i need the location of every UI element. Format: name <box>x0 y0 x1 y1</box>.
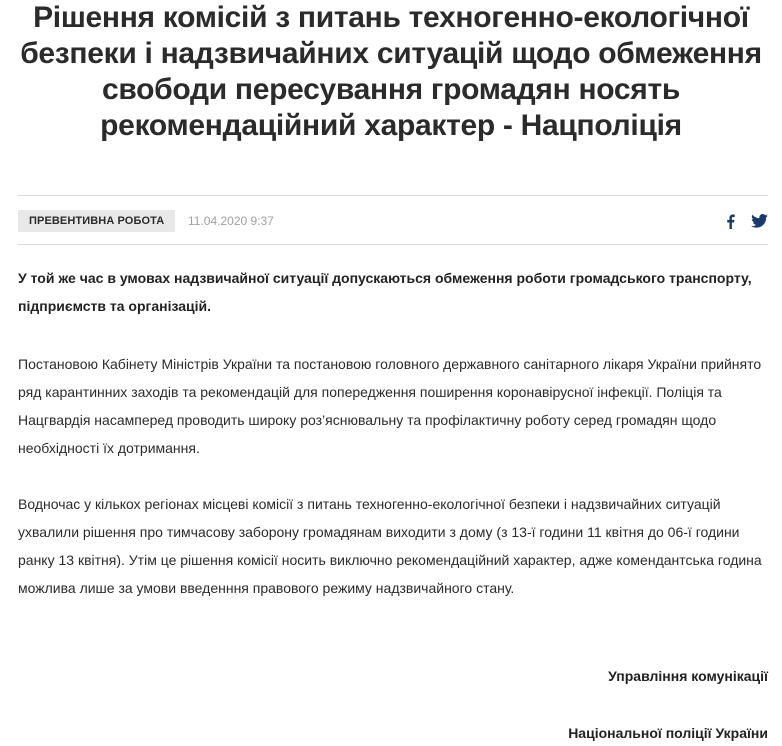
facebook-icon <box>726 214 735 229</box>
share-buttons <box>726 210 768 232</box>
category-tag[interactable]: ПРЕВЕНТИВНА РОБОТА <box>18 210 175 232</box>
signature-department: Управління комунікації <box>608 668 768 684</box>
divider-bottom <box>18 244 768 245</box>
article-title: Рішення комісій з питань техногенно-екологічної безпеки і надзвичайних ситуацій щодо обмеження свободи пересування громадян носять рекомендаційний характер - Нацполіція <box>20 1 762 142</box>
twitter-icon <box>751 214 768 228</box>
facebook-share-button[interactable] <box>726 214 735 229</box>
article-meta <box>18 210 768 232</box>
article-paragraph-2: Водночас у кількох регіонах місцеві комісії з питань техногенно-екологічної безпеки і надзвичайних ситуацій ухвалили рішення про тимчасову заборону громадянам виходити з дому (з 13-ї години 11 квітня до 06-ї години ранку 13 квітня). Утім це рішення комісії носить виключно рекомендаційний характер, адже комендантська година можлива лише за умови введенння правового режиму надзвичайного стану. <box>18 496 762 596</box>
divider-top <box>18 195 768 196</box>
twitter-share-button[interactable] <box>751 214 768 228</box>
article-lead: У той же час в умовах надзвичайної ситуації допускаються обмеження роботи громадського транспорту, підприємств та організацій. <box>18 270 752 314</box>
article-paragraph-1: Постановою Кабінету Міністрів України та постановою головного державного санітарного лікаря України прийнято ряд карантинних заходів та рекомендацій для попередження поширення коронавірусної інфекції. Поліція та Нацгвардія насамперед проводить широку роз’яснювальну та профілактичну роботу серед громадян щодо необхідності їх дотримання. <box>18 356 762 456</box>
publish-date: 11.04.2020 9:37 <box>188 214 274 228</box>
signature-organization: Національної поліції України <box>568 725 768 741</box>
